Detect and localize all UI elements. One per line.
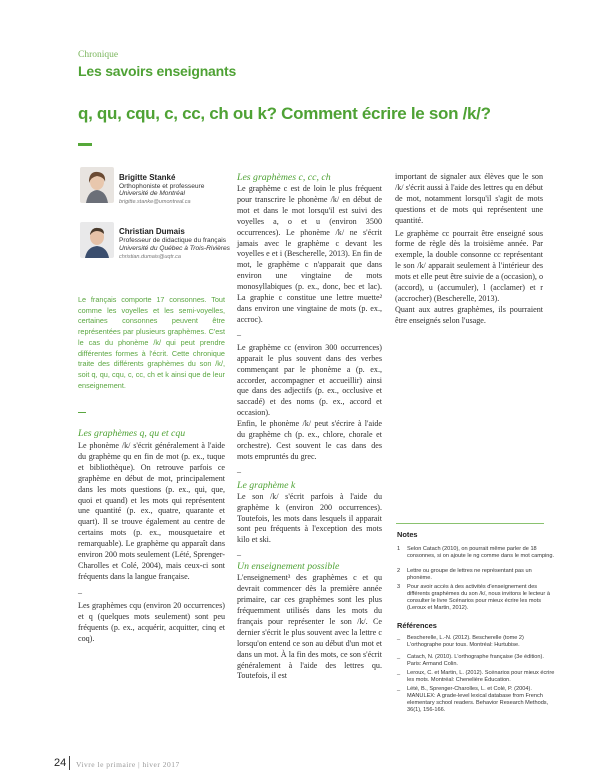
column-2	[237, 172, 382, 682]
body-paragraph: Le graphème cc pourrait être enseigné sous forme de règle dès la troisième année. Par exemple, la double consonne cc représentant le son /k/ apparait seulement à l'intérieur des mots et elle peut être suivie de a (occasion), o (accord), u (accumuler), l (acclamer) et r (accrocher) (Bescherelle, 2013).	[395, 228, 543, 303]
section-heading: Un enseignement possible	[237, 561, 340, 573]
reference-item	[397, 670, 557, 684]
reference-text: Lété, B., Sprenger-Charolles, L. et Colé, P. (2004). MANULEX: A grade-level lexical database from French elementary school readers. Behavior Research Methods, 36(1), 156-166.	[407, 686, 549, 713]
footer-divider	[69, 756, 70, 770]
note-number: 1	[397, 546, 401, 552]
section-title: Les savoirs enseignants	[78, 63, 237, 79]
body-paragraph: Quant aux autres graphèmes, ils pourraient être enseignés selon l'usage.	[395, 304, 543, 325]
paragraph-separator: _	[237, 464, 241, 474]
note-text: Lettre ou groupe de lettres ne représentant pas un phonème.	[407, 568, 532, 581]
author-name: Christian Dumais	[119, 227, 185, 236]
author-photo-stanke	[80, 167, 114, 203]
reference-bullet: _	[397, 635, 401, 641]
author-affiliation: Université du Québec à Trois-Rivières	[119, 245, 230, 252]
author-email: brigitte.stanke@umontreal.ca	[119, 199, 191, 205]
notes-divider	[396, 523, 544, 524]
reference-item	[397, 635, 557, 649]
section-heading: Les graphèmes q, qu et cqu	[78, 428, 186, 439]
note-text: Pour avoir accès à des activités d'enseignement des différents graphèmes du son /k/, nous invitons le lecteur à consulter le livre Scénarios pour mieux écrire les mots (Leroux et Martin, 2012).	[407, 584, 550, 611]
author-affiliation: Université de Montréal	[119, 190, 185, 197]
intro-paragraph: Le français comporte 17 consonnes. Tout comme les voyelles et les semi-voyelles, certaines consonnes peuvent être représentées par plusieurs graphèmes. C'est le cas du phonème /k/ qui peut prendre différentes formes à l'écrit. Cette chronique traite des différents graphèmes du son /k/, soit q, qu, cqu, c, cc, ch et k ainsi que de leur enseignement.	[78, 295, 225, 390]
references-heading: Références	[397, 621, 437, 630]
body-paragraph: Le graphème cc (environ 300 occurrences) apparait le plus souvent dans des verbes commençant par le phonème a (p. ex., accorder, accompagner et accueillir) ainsi que dans des adjectifs (p. ex., occlusive et saccadé) et des noms (p. ex., accord et occasion).	[237, 342, 382, 418]
page-number: 24	[54, 757, 67, 769]
reference-bullet: _	[397, 686, 401, 692]
note-item	[397, 568, 557, 582]
body-paragraph: Le son /k/ s'écrit parfois à l'aide du graphème k (environ 200 occurrences). Toutefois, les mots dans lesquels il apparait sont peu fréquents à l'exception des mots kilo et ski.	[237, 491, 382, 545]
column-3	[395, 172, 543, 327]
section-heading: Le graphème k	[237, 479, 296, 491]
author-role: Professeur de didactique du français	[119, 237, 227, 244]
body-paragraph: Les graphèmes cqu (environ 20 occurrences) et q (quelques mots seulement) sont peu fréquents (p. ex., acquérir, acquitter, cinq et coq).	[78, 600, 225, 643]
author-role: Orthophoniste et professeure	[119, 183, 205, 190]
author-photo-dumais	[80, 222, 114, 258]
note-number: 3	[397, 584, 401, 590]
reference-text: Catach, N. (2010). L'orthographe française (3e édition). Paris: Armand Colin.	[407, 654, 544, 667]
paragraph-separator: _	[237, 548, 241, 558]
body-paragraph: Le graphème c est de loin le plus fréquent pour transcrire le phonème /k/ en début de mot et dans le mot lorsqu'il est suivi des voyelles a, o et u (environ 3500 occurrences). Le phonème /k/ ne s'écrit jamais avec le graphème c devant les voyelles e et i (Bescherelle, 2013). En fin de mot, le graphème c n'apparait que dans environ une vingtaine de mots monosyllabiques (p. ex., donc, bec et lac). La graphie c constitue une lettre muette² dans environ une vingtaine de mots (p. ex., accroc).	[237, 184, 382, 324]
reference-text: Bescherelle, L.-N. (2012). Bescherelle (tome 2) L'orthographe pour tous. Montréal: Hurtubise.	[407, 635, 524, 648]
body-paragraph: important de signaler aux élèves que le son /k/ s'écrit aussi à l'aide des lettres qu en début de mot, notamment lorsqu'il s'agit de mots questions et de mots qui représentent une quantité.	[395, 172, 543, 225]
note-item	[397, 584, 557, 612]
note-number: 2	[397, 568, 401, 574]
column-1	[78, 428, 225, 644]
title-dash	[78, 143, 92, 146]
reference-bullet: _	[397, 670, 401, 676]
body-paragraph: Enfin, le phonème /k/ peut s'écrire à l'aide du graphème ch (p. ex., chlore, chorale et orchestre). Cest souvent le cas dans des mots empruntés du grec.	[237, 419, 382, 461]
body-paragraph: Le phonème /k/ s'écrit généralement à l'aide du graphème qu en fin de mot (p. ex., tuque et bibliothèque). On retrouve parfois ce graphème en début de mot, principalement dans les mots questions (p. ex., qui, que, quoi et quand) et les mots qui représentent une quantité (p. ex., quatre, quarante et quart). Il se trouve également au centre de certains mots (p. ex., mousquetaire et remarquable). Le graphème qu apparaît dans environ 200 mots seulement (Lété, Sprenger-Charolles et Colé, 2004), mais ceux-ci sont fréquents dans la langue française.	[78, 441, 225, 581]
body-paragraph: L'enseignement³ des graphèmes c et qu devrait commencer dès la première année primaire, car ces graphèmes sont les plus fréquemment utilisés dans les mots du français pour représenter le son /k/. Ce dernier s'écrit le plus souvent avec la lettre c lorsqu'on entend ce son au début d'un mot et dans un mot. À la fin des mots, ce son s'écrit généralement à l'aide des lettres qu. Toutefois, il est	[237, 573, 382, 681]
rubric-label: Chronique	[78, 50, 119, 60]
reference-item	[397, 686, 557, 714]
reference-text: Leroux, C. et Martin, L. (2012). Scénarios pour mieux écrire les mots. Montréal: Chenelière Éducation.	[407, 670, 555, 683]
article-title: q, qu, cqu, c, cc, ch ou k? Comment écrire le son /k/?	[78, 104, 491, 123]
intro-separator	[78, 412, 86, 413]
section-heading: Les graphèmes c, cc, ch	[237, 172, 331, 183]
note-text: Selon Catach (2010), on pourrait même parler de 18 consonnes, si on ajoute le ng comme dans le mot camping.	[407, 546, 555, 559]
note-item	[397, 546, 557, 560]
paragraph-separator: _	[237, 327, 241, 337]
reference-item	[397, 654, 557, 668]
footer-publication: Vivre le primaire | hiver 2017	[76, 760, 180, 769]
reference-bullet: _	[397, 654, 401, 660]
notes-heading: Notes	[397, 530, 418, 539]
author-email: christian.dumais@uqtr.ca	[119, 254, 181, 260]
author-name: Brigitte Stanké	[119, 173, 176, 182]
paragraph-separator: _	[78, 585, 82, 595]
